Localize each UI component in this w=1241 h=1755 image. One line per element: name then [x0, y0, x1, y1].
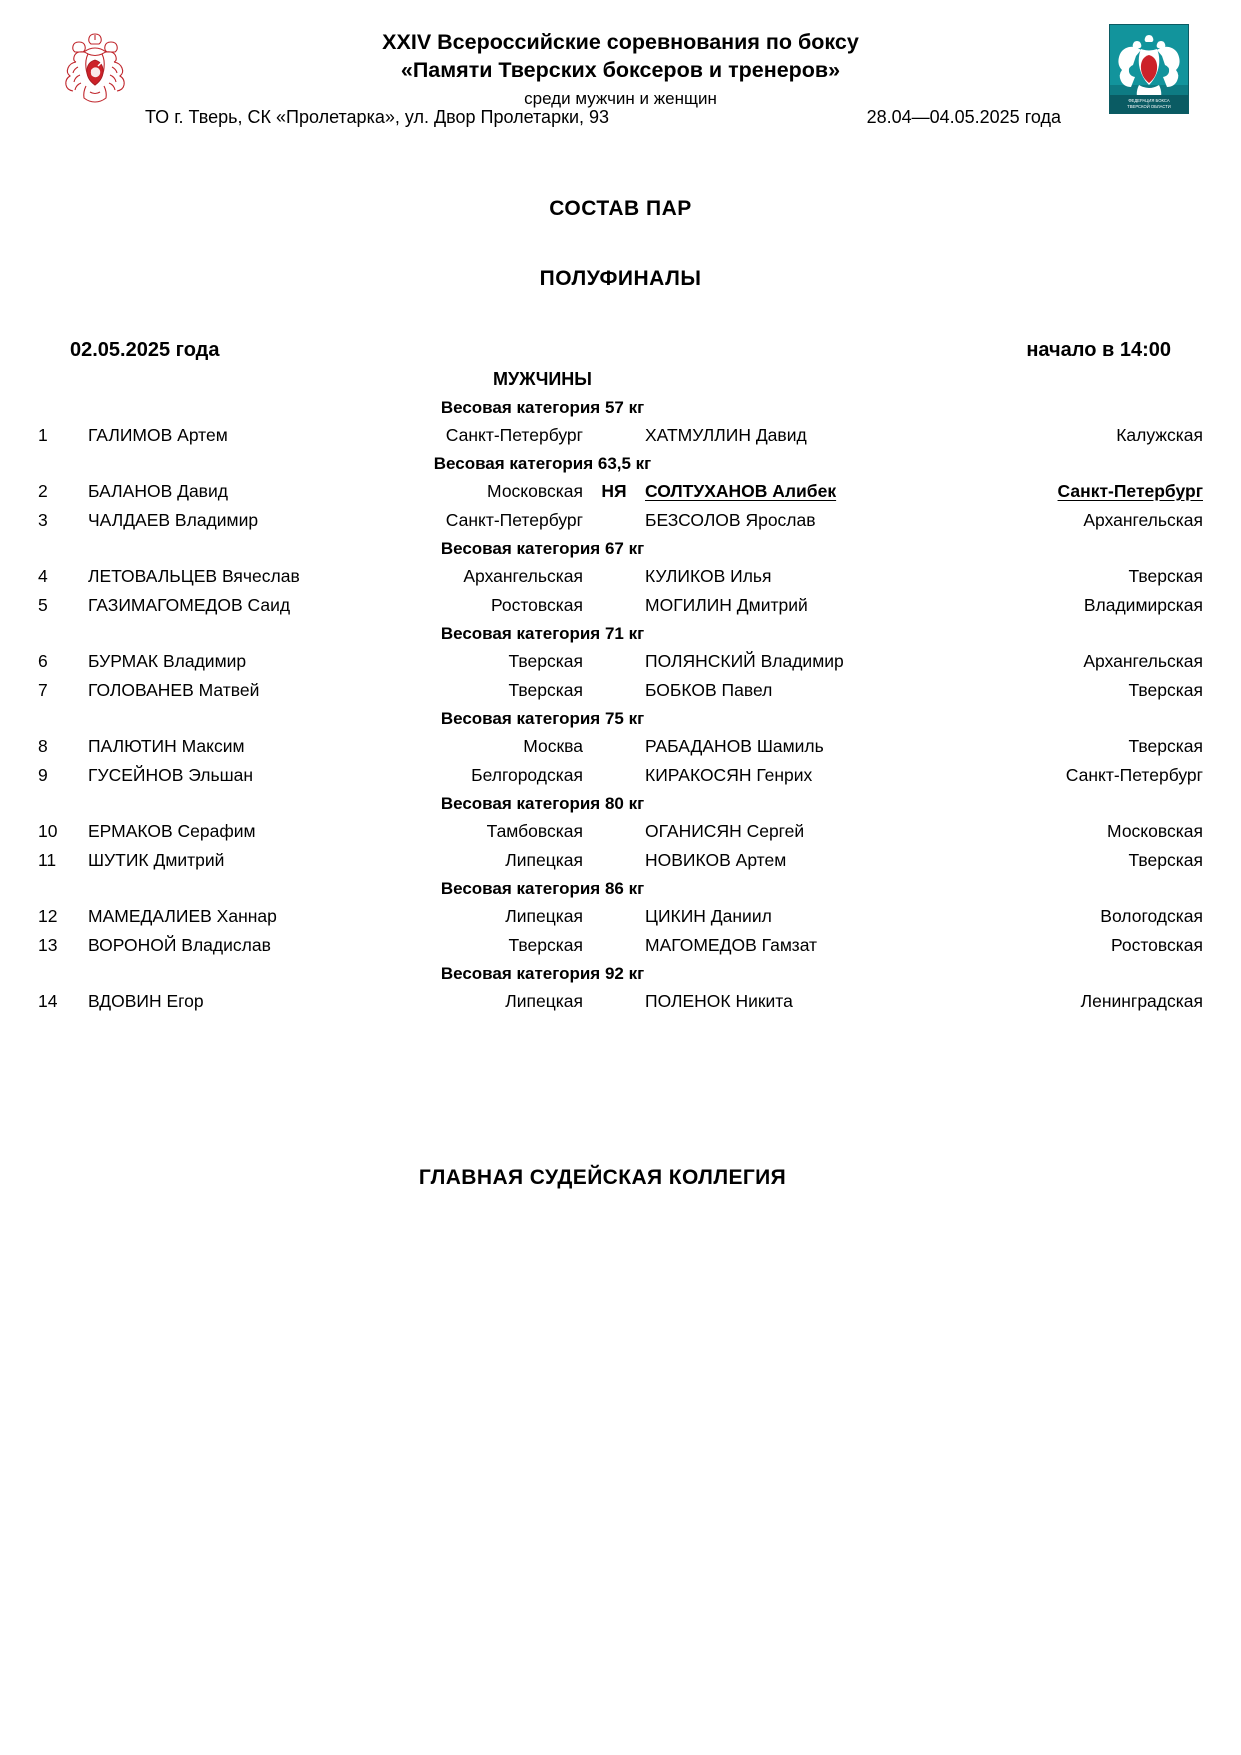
- red-corner-region: Тамбовская: [486, 821, 583, 841]
- schedule-date-row: [0, 339, 1241, 362]
- blue-corner-athlete-name: МОГИЛИН Дмитрий: [645, 595, 808, 615]
- event-subtitle: среди мужчин и женщин: [524, 89, 717, 108]
- red-corner-region: Липецкая: [505, 850, 583, 870]
- red-corner-athlete-name: ЧАЛДАЕВ Владимир: [88, 510, 259, 530]
- blue-corner-athlete-name: ОГАНИСЯН Сергей: [645, 821, 805, 841]
- bout-number: 2: [38, 481, 48, 501]
- red-corner-region: Белгородская: [471, 765, 583, 785]
- header-info-row: [145, 106, 1181, 128]
- blue-corner-region: Архангельская: [1083, 651, 1203, 671]
- red-corner-athlete-name: ГАЗИМАГОМЕДОВ Саид: [88, 595, 291, 615]
- red-corner-region: Московская: [487, 481, 583, 501]
- red-corner-athlete-name: ЕРМАКОВ Серафим: [88, 821, 256, 841]
- schedule-start-time: начало в 14:00: [1026, 339, 1171, 361]
- red-corner-athlete-name: БАЛАНОВ Давид: [88, 481, 228, 501]
- venue-text: ТО г. Тверь, СК «Пролетарка», ул. Двор Пролетарки, 93: [145, 107, 610, 127]
- red-corner-region: Тверская: [508, 680, 583, 700]
- bout-number: 4: [38, 566, 48, 586]
- red-corner-athlete-name: ПАЛЮТИН Максим: [88, 736, 245, 756]
- bout-number: 1: [38, 425, 48, 445]
- blue-corner-region: Ростовская: [1110, 935, 1203, 955]
- red-corner-region: Санкт-Петербург: [445, 425, 583, 445]
- event-title-line-2: «Памяти Тверских боксеров и тренеров»: [400, 58, 841, 82]
- blue-corner-athlete-name: СОЛТУХАНОВ Алибек: [645, 481, 837, 501]
- red-corner-region: Архангельская: [463, 566, 583, 586]
- blue-corner-athlete-name: РАБАДАНОВ Шамиль: [645, 736, 824, 756]
- gender-section-label: МУЖЧИНЫ: [493, 369, 592, 389]
- red-corner-region: Липецкая: [505, 991, 583, 1011]
- blue-corner-region: Санкт-Петербург: [1065, 765, 1203, 785]
- red-corner-region: Москва: [523, 736, 583, 756]
- red-corner-athlete-name: ШУТИК Дмитрий: [88, 850, 225, 870]
- blue-corner-athlete-name: МАГОМЕДОВ Гамзат: [645, 935, 818, 955]
- blue-corner-athlete-name: ПОЛЕНОК Никита: [645, 991, 793, 1011]
- bout-row: [36, 987, 1205, 1016]
- bout-row: [36, 817, 1205, 846]
- bout-row: [36, 591, 1205, 620]
- weight-category-header: Весовая категория 63,5 кг: [433, 454, 652, 473]
- red-corner-region: Липецкая: [505, 906, 583, 926]
- stage-title: ПОЛУФИНАЛЫ: [539, 267, 702, 290]
- blue-corner-region: Тверская: [1128, 680, 1203, 700]
- blue-corner-athlete-name: БОБКОВ Павел: [645, 680, 773, 700]
- bout-row: [36, 506, 1205, 535]
- red-corner-region: Тверская: [508, 935, 583, 955]
- weight-category-header: Весовая категория 71 кг: [440, 624, 645, 643]
- bout-row: [36, 676, 1205, 705]
- bout-row: [36, 931, 1205, 960]
- blue-corner-region: Тверская: [1128, 566, 1203, 586]
- blue-corner-region: Ленинградская: [1080, 991, 1203, 1011]
- blue-corner-region: Архангельская: [1083, 510, 1203, 530]
- bout-number: 10: [38, 821, 58, 841]
- weight-category-header: Весовая категория 86 кг: [440, 879, 645, 898]
- blue-corner-region: Тверская: [1128, 850, 1203, 870]
- red-corner-athlete-name: ГАЛИМОВ Артем: [88, 425, 228, 445]
- page-title: СОСТАВ ПАР: [549, 197, 692, 220]
- red-corner-region: Тверская: [508, 651, 583, 671]
- blue-corner-athlete-name: КИРАКОСЯН Генрих: [645, 765, 813, 785]
- red-corner-athlete-name: ВДОВИН Егор: [88, 991, 204, 1011]
- bout-number: 6: [38, 651, 48, 671]
- bout-number: 11: [38, 850, 57, 870]
- blue-corner-region: Санкт-Петербург: [1057, 481, 1203, 501]
- bout-number: 8: [38, 736, 48, 756]
- blue-corner-athlete-name: ЦИКИН Даниил: [645, 906, 772, 926]
- blue-corner-region: Вологодская: [1100, 906, 1203, 926]
- russian-coat-of-arms-icon: [60, 30, 130, 112]
- bout-row: [36, 902, 1205, 931]
- event-title-line-1: XXIV Всероссийские соревнования по боксу: [382, 30, 859, 54]
- bout-number: 9: [38, 765, 48, 785]
- svg-text:ФЕДЕРАЦИЯ БОКСА: ФЕДЕРАЦИЯ БОКСА: [1128, 98, 1170, 103]
- red-corner-region: Санкт-Петербург: [445, 510, 583, 530]
- bout-number: 14: [38, 991, 58, 1011]
- weight-category-header: Весовая категория 67 кг: [440, 539, 645, 558]
- red-corner-athlete-name: МАМЕДАЛИЕВ Ханнар: [88, 906, 277, 926]
- blue-corner-athlete-name: ХАТМУЛЛИН Давид: [645, 425, 807, 445]
- blue-corner-athlete-name: НОВИКОВ Артем: [645, 850, 787, 870]
- red-corner-athlete-name: ГОЛОВАНЕВ Матвей: [88, 680, 260, 700]
- bout-number: 3: [38, 510, 48, 530]
- blue-corner-region: Калужская: [1116, 425, 1203, 445]
- red-corner-athlete-name: ГУСЕЙНОВ Эльшан: [88, 765, 254, 785]
- red-corner-athlete-name: ЛЕТОВАЛЬЦЕВ Вячеслав: [88, 566, 300, 586]
- red-corner-athlete-name: ВОРОНОЙ Владислав: [88, 935, 271, 955]
- bout-row: [36, 477, 1205, 506]
- weight-category-header: Весовая категория 80 кг: [440, 794, 645, 813]
- bout-number: 13: [38, 935, 58, 955]
- bout-row: [36, 732, 1205, 761]
- bout-number: 7: [38, 680, 48, 700]
- blue-corner-region: Владимирская: [1083, 595, 1203, 615]
- bout-row: [36, 562, 1205, 591]
- jury-title: ГЛАВНАЯ СУДЕЙСКАЯ КОЛЛЕГИЯ: [418, 1166, 787, 1189]
- red-corner-athlete-name: БУРМАК Владимир: [88, 651, 247, 671]
- bouts-list: [0, 394, 1241, 1016]
- tver-boxing-federation-logo: [1109, 24, 1189, 114]
- bout-number: 5: [38, 595, 48, 615]
- blue-corner-athlete-name: ПОЛЯНСКИЙ Владимир: [645, 651, 844, 671]
- schedule-date: 02.05.2025 года: [70, 339, 220, 361]
- bout-number: 12: [38, 906, 58, 926]
- bout-row: [36, 421, 1205, 450]
- bout-result-mark: НЯ: [601, 481, 627, 501]
- bout-row: [36, 761, 1205, 790]
- bout-row: [36, 846, 1205, 875]
- document-header: [0, 0, 1241, 125]
- bout-row: [36, 647, 1205, 676]
- blue-corner-region: Тверская: [1128, 736, 1203, 756]
- blue-corner-athlete-name: КУЛИКОВ Илья: [645, 566, 772, 586]
- red-corner-region: Ростовская: [490, 595, 583, 615]
- weight-category-header: Весовая категория 75 кг: [440, 709, 645, 728]
- event-dates-text: 28.04—04.05.2025 года: [866, 107, 1061, 127]
- weight-category-header: Весовая категория 92 кг: [440, 964, 645, 983]
- blue-corner-region: Московская: [1107, 821, 1203, 841]
- blue-corner-athlete-name: БЕЗСОЛОВ Ярослав: [645, 510, 816, 530]
- svg-text:ТВЕРСКОЙ ОБЛАСТИ: ТВЕРСКОЙ ОБЛАСТИ: [1127, 104, 1171, 109]
- header-title-block: [150, 28, 1091, 112]
- weight-category-header: Весовая категория 57 кг: [440, 398, 645, 417]
